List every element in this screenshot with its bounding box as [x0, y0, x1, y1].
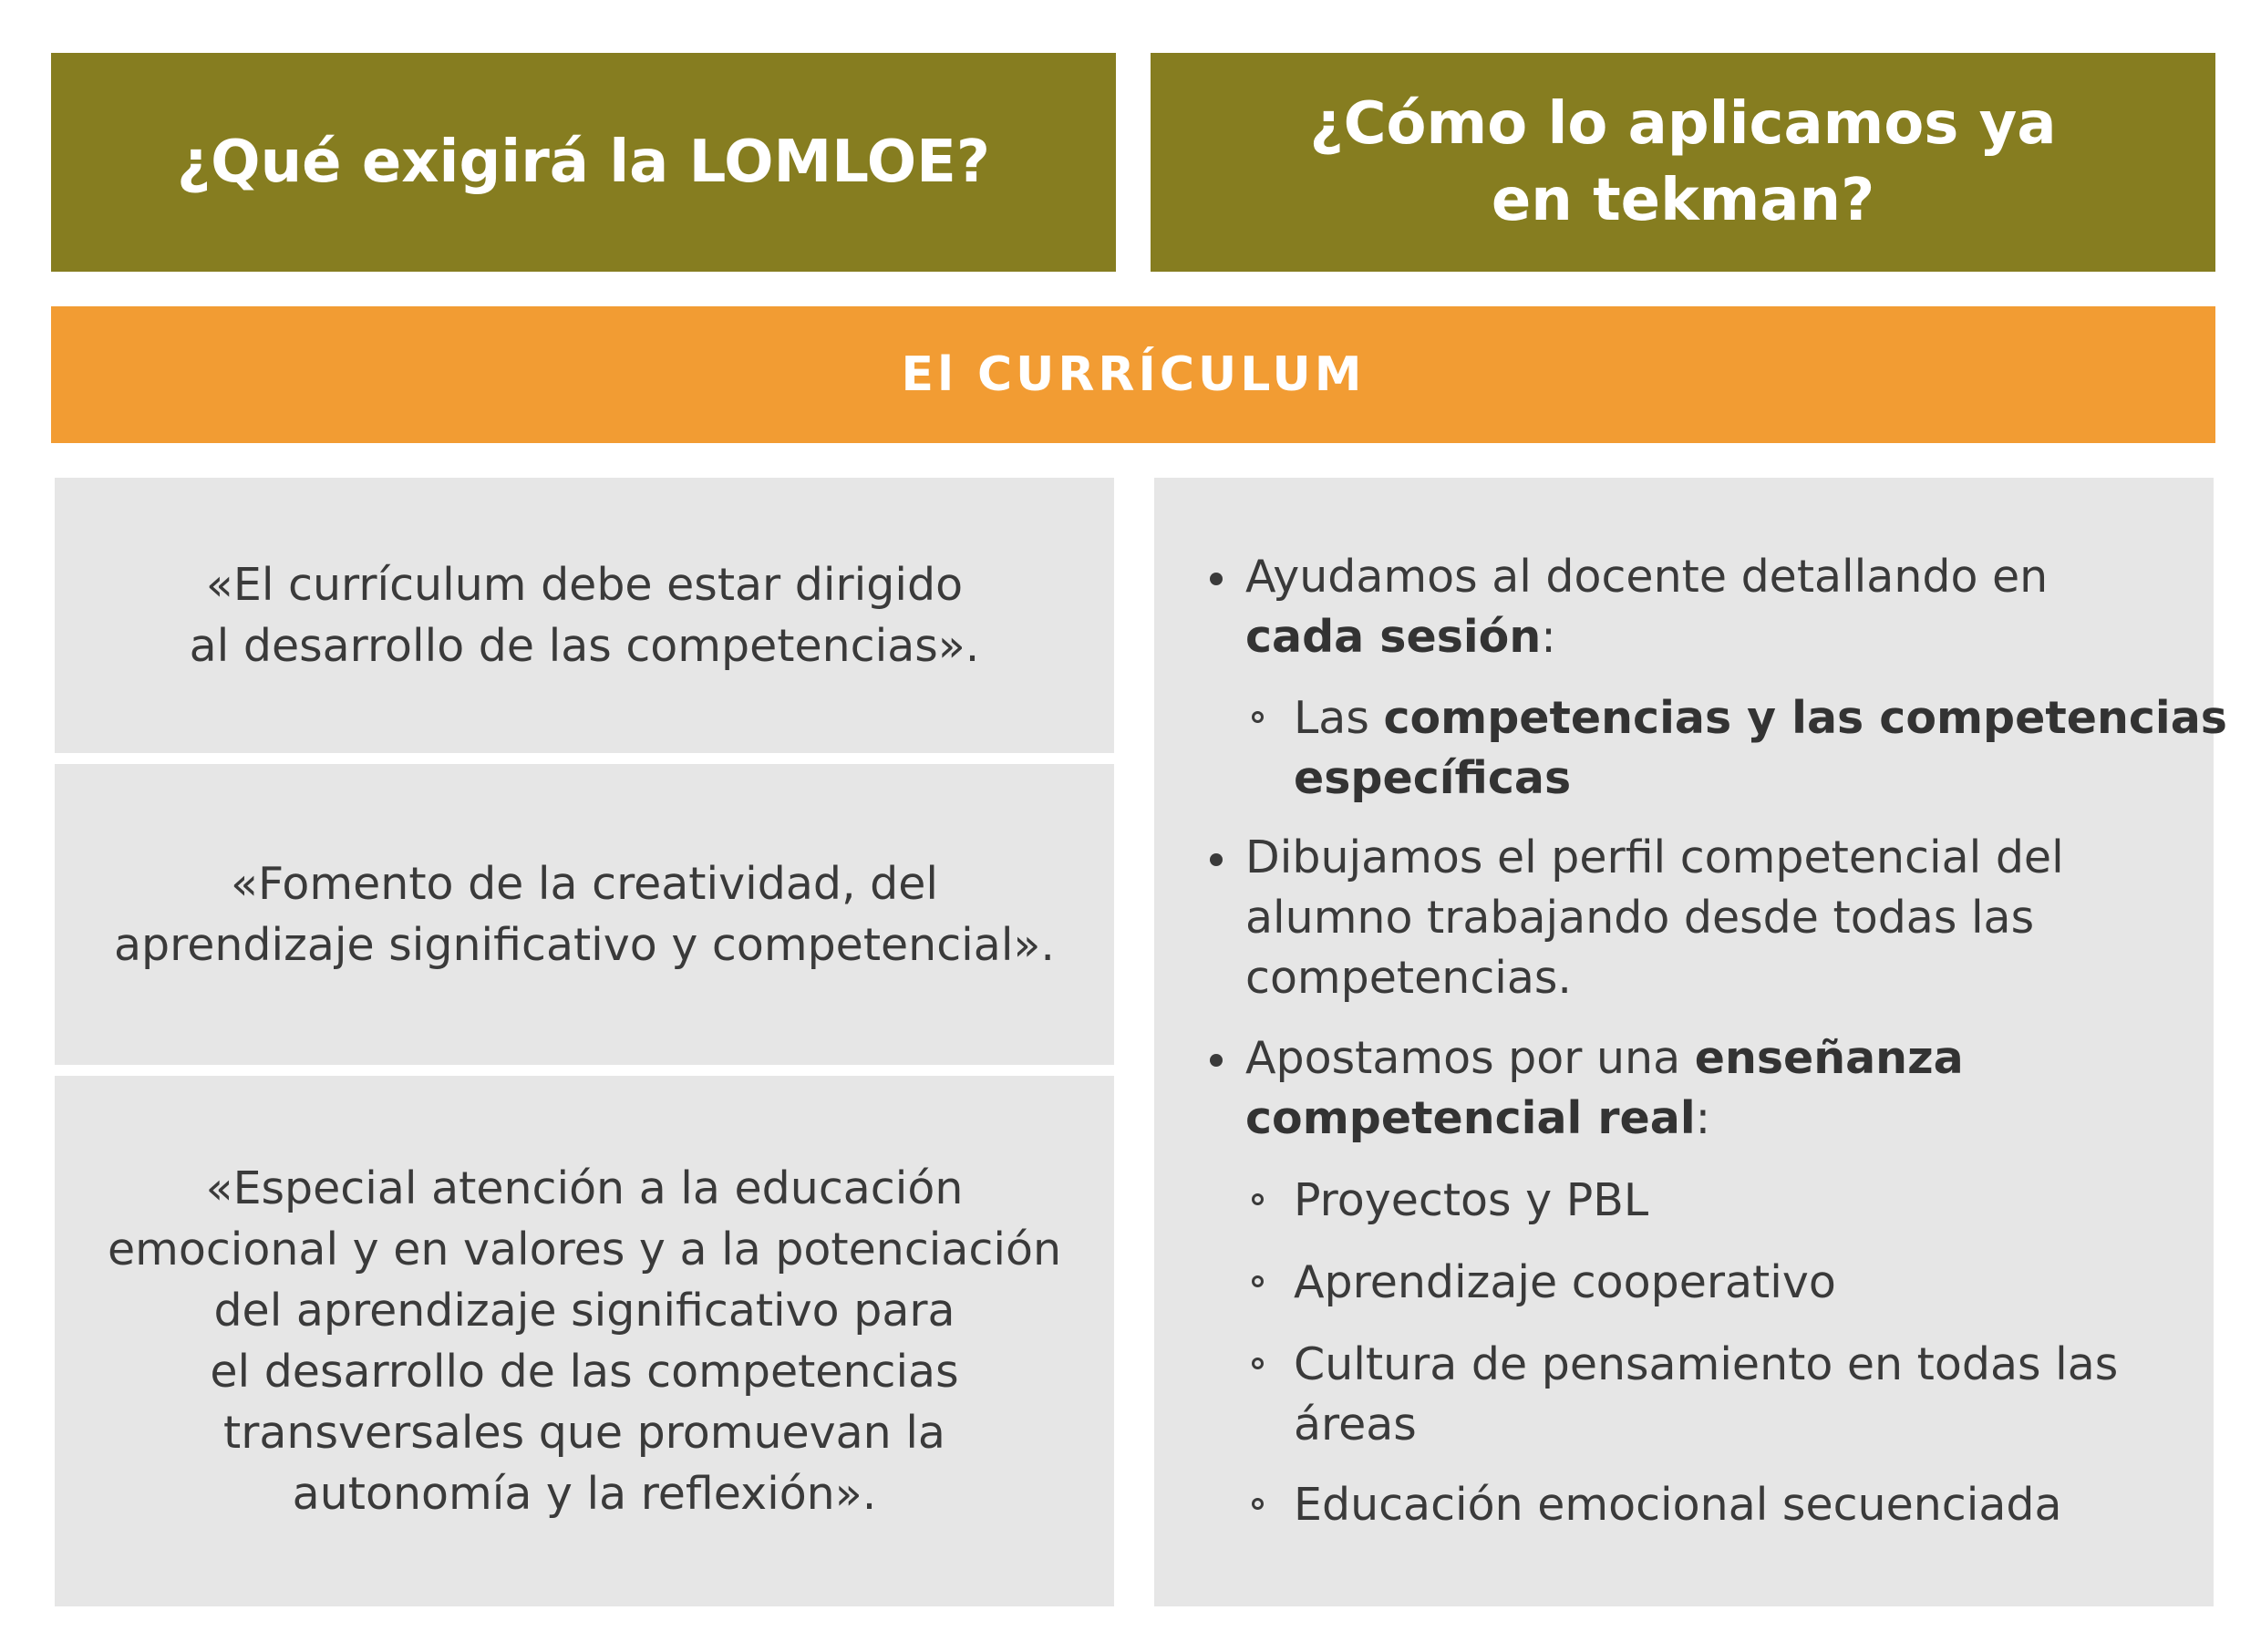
item-3-colon: :	[1695, 1092, 1711, 1144]
subitem-1-bold-2: específicas	[1294, 752, 1572, 804]
quote-2-line-1: «Fomento de la creatividad, del	[230, 858, 938, 910]
quote-3-line-3: del aprendizaje significativo para	[213, 1285, 955, 1337]
item-1-line-1: Ayudamos al docente detallando en	[1245, 551, 2049, 603]
quote-box-3	[55, 1076, 1114, 1606]
right-header-title-line1: ¿Cómo lo aplicamos ya	[1309, 90, 2057, 158]
section-band	[51, 306, 2215, 443]
item-3-prefix: Apostamos por una	[1245, 1032, 1695, 1084]
sub-bullet-icon	[1252, 1275, 1264, 1287]
bullet-icon	[1210, 573, 1223, 585]
quote-3-line-5: transversales que promuevan la	[223, 1407, 945, 1459]
quote-box-2	[55, 764, 1114, 1065]
subitem-1-line-2	[1294, 749, 1571, 809]
item-3-line-1	[1245, 1028, 1964, 1089]
quote-3-line-4: el desarrollo de las competencias	[210, 1346, 959, 1398]
sub-bullet-icon	[1252, 1193, 1264, 1205]
item-2-line-3: competencias.	[1245, 952, 1573, 1004]
item-3-bold: enseñanza	[1694, 1032, 1964, 1084]
item-1-bold: cada sesión	[1245, 611, 1542, 663]
subitem-5: Educación emocional secuenciada	[1294, 1479, 2062, 1531]
item-1-colon: :	[1541, 611, 1556, 663]
sub-bullet-icon	[1252, 711, 1264, 723]
quote-1-line-1: «El currículum debe estar dirigido	[205, 559, 964, 611]
subitem-1-prefix: Las	[1294, 692, 1384, 744]
right-column-header	[1151, 53, 2215, 272]
bullet-icon	[1210, 1054, 1223, 1067]
quote-3-line-6: autonomía y la reflexión».	[292, 1468, 877, 1520]
subitem-2: Proyectos y PBL	[1294, 1174, 1649, 1226]
subitem-3: Aprendizaje cooperativo	[1294, 1256, 1836, 1308]
quote-1-line-2: al desarrollo de las competencias».	[189, 620, 980, 672]
right-header-title-line2: en tekman?	[1491, 167, 1875, 234]
quote-box-1	[55, 478, 1114, 753]
quote-3-line-2: emocional y en valores y a la potenciación	[107, 1224, 1061, 1275]
left-header-title: ¿Qué exigirá la LOMLOE?	[177, 129, 990, 196]
item-2-line-1: Dibujamos el perfil competencial del	[1245, 831, 2064, 883]
item-3-bold-2: competencial real	[1245, 1092, 1696, 1144]
subitem-4-line-1: Cultura de pensamiento en todas las	[1294, 1338, 2119, 1390]
quote-3-line-1: «Especial atención a la educación	[205, 1162, 964, 1214]
subitem-1-line-1	[1294, 688, 2227, 749]
left-column-header	[51, 53, 1116, 272]
sub-bullet-icon	[1252, 1498, 1264, 1510]
sub-bullet-icon	[1252, 1358, 1264, 1369]
section-band-label: El CURRÍCULUM	[901, 347, 1366, 402]
item-1-line-2	[1245, 607, 1556, 667]
quote-2-line-2: aprendizaje significativo y competencial».	[114, 919, 1055, 971]
subitem-4-line-2: áreas	[1294, 1399, 1417, 1451]
item-3-line-2	[1245, 1089, 1710, 1149]
subitem-1-bold: competencias y las competencias	[1383, 692, 2227, 744]
bullet-icon	[1210, 853, 1223, 866]
item-2-line-2: alumno trabajando desde todas las	[1245, 892, 2035, 944]
